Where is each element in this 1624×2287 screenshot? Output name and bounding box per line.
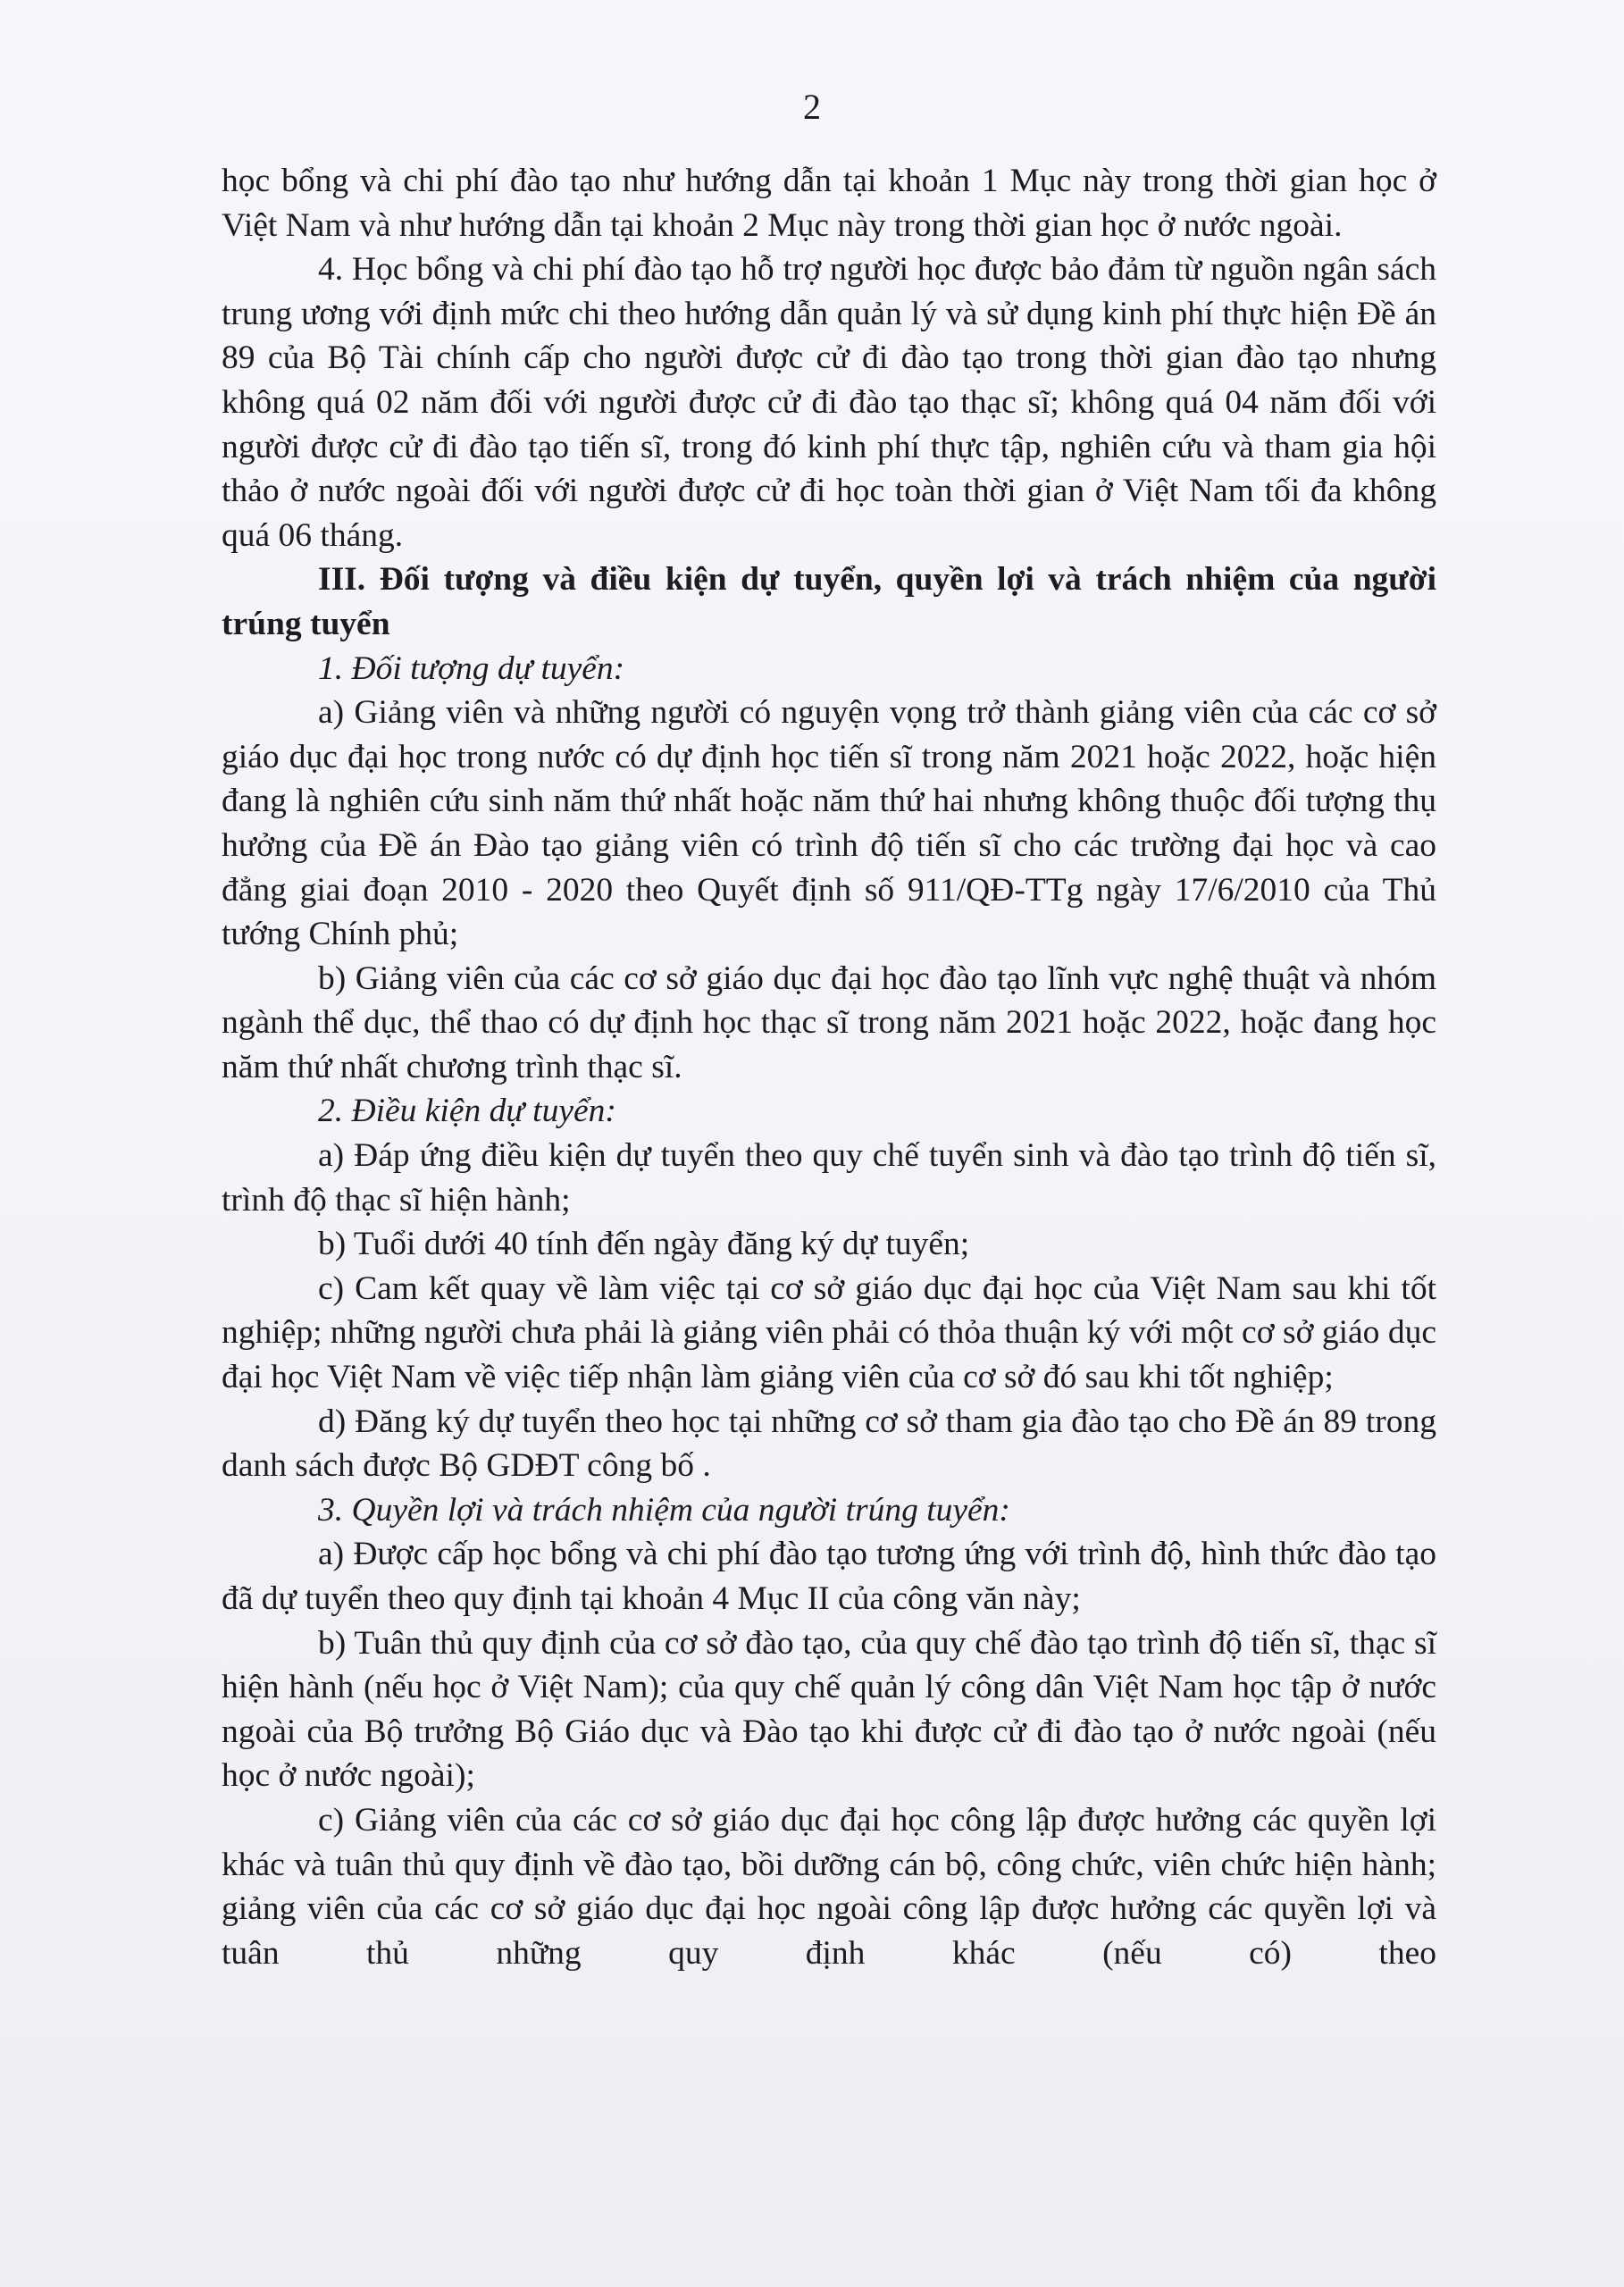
paragraph-1b: b) Giảng viên của các cơ sở giáo dục đại học đào tạo lĩnh vực nghệ thuật và nhóm ngành thể dục, thể thao có dự định học thạc sĩ trong năm 2021 hoặc 2022, hoặc đang học năm thứ nhất chương trình thạc sĩ. <box>222 959 1436 1085</box>
paragraph-item-4-funding: 4. Học bổng và chi phí đào tạo hỗ trợ người học được bảo đảm từ nguồn ngân sách trung ương với định mức chi theo hướng dẫn quản lý và sử dụng kinh phí thực hiện Đề án 89 của Bộ Tài chính cấp cho người được cử đi đào tạo trong thời gian đào tạo nhưng không quá 02 năm đối với người được cử đi đào tạo thạc sĩ; không quá 04 năm đối với người được cử đi đào tạo tiến sĩ, trong đó kinh phí thực tập, nghiên cứu và tham gia hội thảo ở nước ngoài đối với người được cử đi học toàn thời gian ở Việt Nam tối đa không quá 06 tháng. <box>222 251 1436 554</box>
paragraph-2a: a) Đáp ứng điều kiện dự tuyển theo quy chế tuyển sinh và đào tạo trình độ tiến sĩ, trình độ thạc sĩ hiện hành; <box>222 1137 1436 1219</box>
paragraph-2d: d) Đăng ký dự tuyển theo học tại những cơ sở tham gia đào tạo cho Đề án 89 trong danh sách được Bộ GDĐT công bố . <box>222 1403 1436 1485</box>
paragraph-3b: b) Tuân thủ quy định của cơ sở đào tạo, của quy chế đào tạo trình độ tiến sĩ, thạc sĩ hiện hành (nếu học ở Việt Nam); của quy chế quản lý công dân Việt Nam học tập ở nước ngoài của Bộ trưởng Bộ Giáo dục và Đào tạo khi được cử đi đào tạo ở nước ngoài (nếu học ở nước ngoài); <box>222 1624 1436 1795</box>
paragraph-2c: c) Cam kết quay về làm việc tại cơ sở giáo dục đại học của Việt Nam sau khi tốt nghiệp; những người chưa phải là giảng viên phải có thỏa thuận ký với một cơ sở giáo dục đại học Việt Nam về việc tiếp nhận làm giảng viên của cơ sở đó sau khi tốt nghiệp; <box>222 1269 1436 1396</box>
subheading-eligible-subjects: 1. Đối tượng dự tuyển: <box>318 649 625 687</box>
paragraph-1a: a) Giảng viên và những người có nguyện vọng trở thành giảng viên của các cơ sở giáo dục đại học trong nước có dự định học tiến sĩ trong năm 2021 hoặc 2022, hoặc hiện đang là nghiên cứu sinh năm thứ nhất hoặc năm thứ hai nhưng không thuộc đối tượng thụ hưởng của Đề án Đào tạo giảng viên có trình độ tiến sĩ cho các trường đại học và cao đẳng giai đoạn 2010 - 2020 theo Quyết định số 911/QĐ-TTg ngày 17/6/2010 của Thủ tướng Chính phủ; <box>222 694 1436 953</box>
paragraph-scholarship-continuation: học bổng và chi phí đào tạo như hướng dẫn tại khoản 1 Mục này trong thời gian học ở Việt Nam và như hướng dẫn tại khoản 2 Mục này trong thời gian học ở nước ngoài. <box>222 163 1436 244</box>
section-heading-iii: III. Đối tượng và điều kiện dự tuyển, quyền lợi và trách nhiệm của người trúng tuyển <box>222 561 1436 642</box>
page-number: 2 <box>803 87 821 127</box>
paragraph-3c: c) Giảng viên của các cơ sở giáo dục đại học công lập được hưởng các quyền lợi khác và tuân thủ quy định về đào tạo, bồi dưỡng cán bộ, công chức, viên chức hiện hành; giảng viên của các cơ sở giáo dục đại học ngoài công lập được hưởng các quyền lợi và tuân thủ những quy định khác (nếu có) theo <box>222 1801 1436 1972</box>
subheading-conditions: 2. Điều kiện dự tuyển: <box>318 1093 616 1130</box>
subheading-rights-responsibilities: 3. Quyền lợi và trách nhiệm của người trúng tuyển: <box>318 1491 1010 1529</box>
document-body <box>222 159 1436 1975</box>
paragraph-3a: a) Được cấp học bổng và chi phí đào tạo tương ứng với trình độ, hình thức đào tạo đã dự tuyển theo quy định tại khoản 4 Mục II của công văn này; <box>222 1536 1436 1617</box>
paragraph-2b: b) Tuổi dưới 40 tính đến ngày đăng ký dự tuyển; <box>318 1226 970 1263</box>
